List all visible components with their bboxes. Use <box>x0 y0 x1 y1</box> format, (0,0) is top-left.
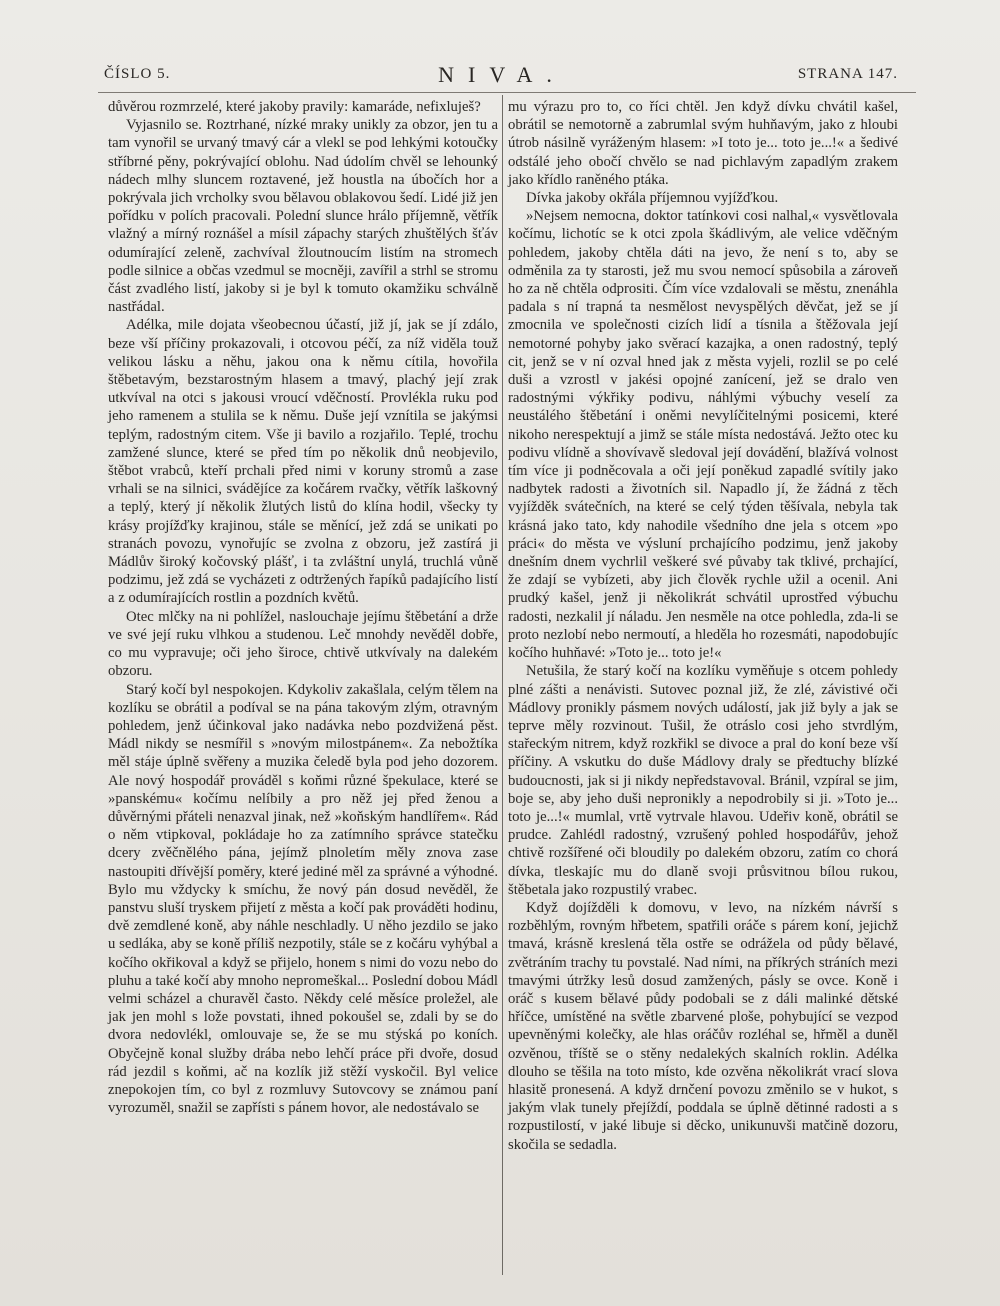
paragraph: Dívka jakoby okřála příjemnou vyjížďkou. <box>526 190 779 207</box>
paragraph: Adélka, mile dojata všeobecnou účastí, již jí, jak se jí zdálo, beze vší příčiny prokazovali, i otcovou péčí, za níž viděla touž velikou lásku a něhu, jakou ona k němu cítila, hovořila štěbetavým, bezstarostným hlasem a tmavý, plachý její zrak utkvíval na otci s jakousi vroucí vděčností. Provlékla ruku pod jeho ramenem a stulila se k němu. Duše její vznítila se jakýmsi teplým, radostným citem. Vše ji bavilo a rozjařilo. Teplé, trochu zamžené slunce, které se před tím po několik dnů neobjevilo, štěbot vrabců, kteří prchali před nimi v koruny stromů a zase vrhali se na silnici, svádějíce za kočárem rvačky, větřík laškovný a teplý, který jí několik žlutých listů do klína hodil, všecky ty krásy projížďky krajinou, stále se měnící, jež zdá se unikati po stranách povozu, vynořujíc se zvolna z obzoru, jež zastírá ji Mádlův široký kočovský plášť, i ta zvláštní unylá, truchlá vůně podzimu, jež zdá se vycházeti z odtržených řapíků padajícího listí a z odumírajících rostlin a pozdních květů. <box>108 317 498 607</box>
paragraph: mu výrazu pro to, co říci chtěl. Jen když dívku chvátil kašel, obrátil se nemotorně a zabrumlal svým huhňavým, jako z hloubi útrob násilně vyráženým hlasem: »I toto je... toto je...!« a šedivé odstálé jeho obočí chvělo se nad pichlavým zapadlým zrakem jako křídlo raněného ptáka. <box>508 99 898 188</box>
column-divider <box>502 95 503 1275</box>
magazine-title: NIVA. <box>438 62 566 87</box>
paragraph: Netušila, že starý kočí na kozlíku vyměňuje s otcem pohledy plné zášti a nenávisti. Sutovec poznal již, že zlé, závistivé oči Mádlovy pronikly pásmem nových událostí, jak již byly a jak se teprve měly rozvinout. Tušil, že otráslo cosi jeho stvrdlým, stařeckým nitrem, když rozkřikl se divoce a pral do koní beze vší příčiny. A vskutku do duše Mádlovy draly se předtuchy blízké budoucnosti, jak si ji nikdy nepředstavoval. Bránil, vzpíral se jim, boje se, aby jeho duši nepronikly a nepodrobily si ji. »Toto je... toto je...!« mumlal, vrtě vytrvale hlavou. Udeřiv koně, obrátil se prudce. Zahlédl radostný, vzrušený pohled hospodářův, jehož chtivě rozšířené oči bloudily po dalekém obzoru, zatím co chorá dívka, tleskajíc mu do dlaně svoji průsvitnou bílou rukou, štěbetala jako rozpustilý vrabec. <box>508 663 898 898</box>
page-header <box>92 62 912 88</box>
left-column <box>108 98 498 1117</box>
paragraph: Starý kočí byl nespokojen. Kdykoliv zakašlala, celým tělem na kozlíku se obrátil a podíval se na pána takovým zlým, otravným pohledem, jenž účinkoval jako nadávka nebo pozdvižená pěst. Mádl nikdy se nesmířil s »novým milostpánem«. Za nebožtíka měl stáje úplně svěřeny a muzika čeledě byla pod jeho dozorem. Ale nový hospodář prováděl s koňmi různé špekulace, které se »panskému« kočímu nelíbily a pro něž jej před ženou a důvěrnými přáteli nenazval jinak, než »koňským handlířem«. Rád o něm vtipkoval, pokládaje ho za zatímního správce statečku dcery zvěčnělého pána, jejímž plnoletím měly znova zase nastoupiti dřívější poměry, které jediné měl za správné a výhodné. Bylo mu vždycky k smíchu, že nový pán dosud nevěděl, že panstvu sluší tryskem přijetí z města a kočí pak prováděti hodinu, dvě zemdlené koně, aby náhle neschladly. U něho jezdilo se jako u sedláka, aby se koně příliš nezpotily, stále se z kočáru vyhýbal a kočího okřikoval a když se přijelo, honem s nimi do vozu nebo do pluhu a také kočí aby mnoho nepromeškal... Poslední dobou Mádl velmi scházel a churavěl často. Někdy celé měsíce proležel, ale jak jen mohl s lože povstati, ihned pokoušel se, zdali by se do dvora nedovlékl, omlouvaje se, že se mu stýská po koních. Obyčejně konal služby drába nebo lehčí práce při dvoře, dosud rád jezdil s koňmi, ač na kozlík již stěží vyskočil. Byl velice znepokojen tím, co byl z rozmluvy Sutovcovy se známou paní vyrozuměl, snažil se zapřísti s pánem hovor, ale nedostávalo se <box>108 681 498 1117</box>
right-column <box>508 98 898 1154</box>
paragraph: Když dojížděli k domovu, v levo, na nízkém návrší s rozběhlým, rovným hřbetem, spatřili oráče s párem koní, jejichž tmavá, krásně kreslená těla ostře se odrážela od půdy bělavé, zvětráním trachy tu povstalé. Nad ními, na příkrých stráních mezi tmavými útržky lesů dosud zamžených, pásly se ovce. Koně i oráč s kusem bělavé půdy podobali se z dáli malinké dětské hříčce, umístěné na světle zbarvené ploše, pohybující se vezpod upevněnými kolečky, ale hlas oráčův rozléhal se, hřměl a duněl ozvěnou, tříště se o stěny nedalekých skalních roklin. Adélka dlouho se těšila na toto místo, kde ozvěna několikrát vrací slova hlasitě pronesená. A když drnčení povozu změnilo se v hukot, s jakým vlak tunely přejíždí, poddala se úplně dětinné radosti a s rozpustilostí, v jaké libuje si děcko, unikunuvši matčině dozoru, skočila se sedadla. <box>508 899 898 1153</box>
paragraph: »Nejsem nemocna, doktor tatínkovi cosi nalhal,« vysvětlovala kočímu, lichotíc se k otci zpola škádlivým, ale velice vděčným pohledem, jakoby chtěla dáti na jevo, že není s to, aby se odměnila za ty starosti, jež mu svou nemocí spůsobila a zároveň ho za ně chtěla odprositi. Čím více vzdalovali se městu, znenáhla padala s ní trapná ta nesmělost nevyspělých děvčat, jež se jí zmocnila ve společnosti cizích lidí a tísnila a štěžovala její nemotorné pohyby jako svěrací kazajka, a onen radostný, teplý cit, jenž se v ní ozval hned jak z města vyjeli, rozlil se po celé duši a vzrostl v jakési opojné zanícení, jež se dralo ven radostnými výkřiky podivu, náhlými výbuchy veselí za neustálého štěbetání i oněmi nevylíčitelnými posicemi, které nikoho nerespektují a jimž se stále místa nedostává. Ježto otec ku podivu vlídně a shovívavě sledoval její dovádění, blažívá volnost tím více ji podněcovala a oči její poněkud zapadlé svítily jako nadbytek radosti a životních sil. Napadlo jí, že žádná z těch vyjížděk svátečních, na které se celý týden těšívala, nebyla tak krásná jako tato, kdy nahodile všedního dne jela s otcem »po práci« do města ve výsluní prchajícího podzimu, jenž jakoby dnešním dnem vychrlil veškeré své půvaby tak tklivé, prchající, že zdají se vybízeti, aby jich člověk rychle užil a ocenil. Ani prudký kašel, jenž ji několikrát schvátil uprostřed výbuchu radosti, nezkalil jí náladu. Jen nesměle na otce pohledla, zda-li se proto nezlobí nebo nermoutí, a hleděla ho rozesmáti, napodobujíc kočího huhňavé: »Toto je... toto je!« <box>508 208 898 662</box>
header-rule <box>98 92 916 93</box>
issue-number: ČÍSLO 5. <box>104 66 171 82</box>
paragraph: důvěrou rozmrzelé, které jakoby pravily: kamaráde, nefixluješ? <box>108 99 481 115</box>
paragraph: Otec mlčky na ni pohlížel, naslouchaje jejímu štěbetání a drže ve své její ruku vlhkou a studenou. Leč mnohdy nevěděl dobře, co mu vypravuje; oči jeho široce, chtivě utkvívaly na dalekém obzoru. <box>108 608 498 680</box>
page-number: STRANA 147. <box>797 66 898 82</box>
paragraph: Vyjasnilo se. Roztrhané, nízké mraky unikly za obzor, jen tu a tam vynořil se urvaný tmavý cár a vlekl se pod lehkými kotoučky stříbrné pěny, pokrývající oblohu. Nad údolím chvěl se lehounký nádech mlhy sluncem roztavené, jež houstla na úbočích hor a pokrývala jich vrcholky svou bělavou oblakovou šedí. Lidé již jen pořídku v polích pracovali. Polední slunce hrálo příjemně, větřík vlažný a mírný roznášel a mísil zápachy starých zhuštělých šťáv odumírající zeleně, zachvíval žloutnoucím listím na stromech podle silnice a občas vzedmul se mocněji, zavířil a strhl se stromu část zvadlého listí, jakoby si je byl k tomuto okamžiku schválně nastřádal. <box>108 117 498 316</box>
